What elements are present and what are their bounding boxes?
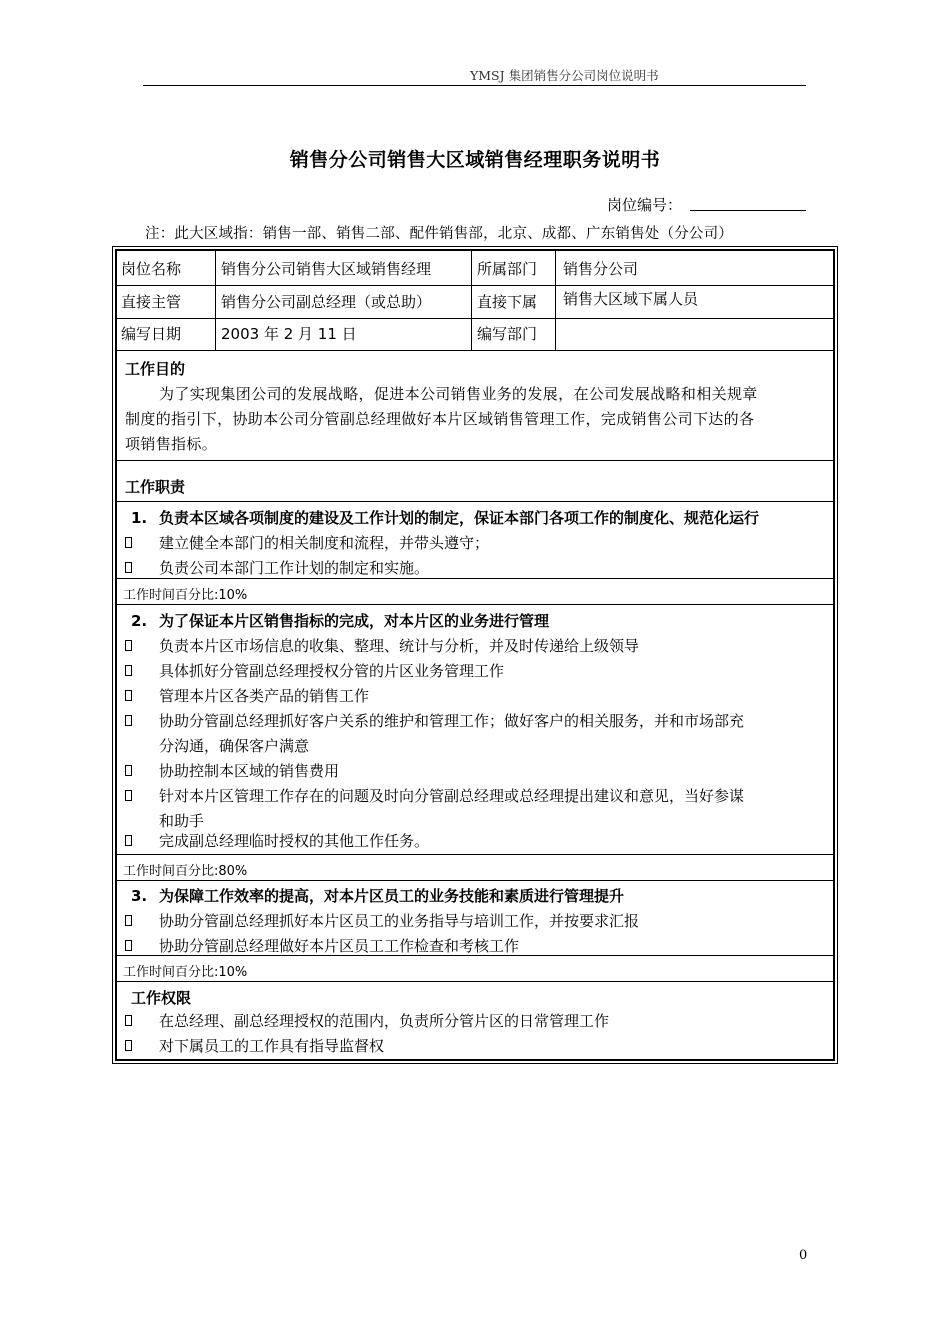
- bullet-box-icon: [125, 537, 132, 548]
- duty-item-continued: 和助手: [159, 812, 205, 830]
- running-header: YMSJ 集团销售分公司岗位说明书: [470, 68, 659, 83]
- subordinate-value: 销售大区域下属人员: [563, 290, 699, 308]
- date-label: 编写日期: [121, 325, 182, 343]
- table-inner: [115, 249, 835, 1061]
- duty-item: 协助分管副总经理抓好客户关系的维护和管理工作；做好客户的相关服务，并和市场部充: [159, 712, 745, 730]
- purpose-line: 制度的指引下，协助本公司分管副总经理做好本片区域销售管理工作，完成销售公司下达的各: [125, 410, 755, 428]
- duty-number: 2.: [131, 612, 148, 630]
- authority-item: 对下属员工的工作具有指导监督权: [159, 1037, 385, 1055]
- row-divider: [117, 285, 833, 286]
- job-description-table: [112, 246, 838, 1064]
- dept-label: 所属部门: [477, 260, 538, 278]
- row-divider: [117, 501, 833, 502]
- purpose-heading: 工作目的: [125, 360, 186, 378]
- duty-item: 具体抓好分管副总经理授权分管的片区业务管理工作: [159, 662, 505, 680]
- row-divider: [117, 854, 833, 855]
- dept-value: 销售分公司: [563, 260, 639, 278]
- col-divider: [215, 251, 216, 350]
- document-title: 销售分公司销售大区域销售经理职务说明书: [289, 149, 661, 171]
- bullet-box-icon: [125, 715, 132, 726]
- post-number-blank[interactable]: [690, 210, 806, 211]
- bullet-box-icon: [125, 835, 132, 846]
- supervisor-value: 销售分公司副总经理（或总助）: [221, 293, 432, 311]
- duty-title: 为了保证本片区销售指标的完成，对本片区的业务进行管理: [159, 612, 550, 630]
- duty-item: 完成副总经理临时授权的其他工作任务。: [159, 832, 430, 850]
- bullet-box-icon: [125, 790, 132, 801]
- duty-number: 1.: [131, 509, 148, 527]
- authority-heading: 工作权限: [131, 989, 192, 1007]
- authority-item: 在总经理、副总经理授权的范围内，负责所分管片区的日常管理工作: [159, 1012, 610, 1030]
- duty-item: 建立健全本部门的相关制度和流程，并带头遵守；: [159, 534, 490, 552]
- date-value: 2003 年 2 月 11 日: [221, 325, 357, 343]
- time-percent: 工作时间百分比:80%: [123, 864, 248, 879]
- region-note: 注：此大区域指：销售一部、销售二部、配件销售部，北京、成都、广东销售处（分公司）: [145, 226, 733, 242]
- time-percent: 工作时间百分比:10%: [123, 588, 248, 603]
- row-divider: [117, 981, 833, 982]
- bullet-box-icon: [125, 1040, 132, 1051]
- post-number-label: 岗位编号：: [607, 196, 683, 214]
- row-divider: [117, 318, 833, 319]
- time-percent: 工作时间百分比:10%: [123, 965, 248, 980]
- purpose-line: 为了实现集团公司的发展战略，促进本公司销售业务的发展，在公司发展战略和相关规章: [159, 385, 758, 403]
- bullet-box-icon: [125, 940, 132, 951]
- purpose-line: 项销售指标。: [125, 435, 218, 453]
- row-divider: [117, 604, 833, 605]
- duty-item: 协助分管副总经理抓好本片区员工的业务指导与培训工作，并按要求汇报: [159, 912, 640, 930]
- writer-dept-label: 编写部门: [477, 325, 538, 343]
- bullet-box-icon: [125, 562, 132, 573]
- duty-title: 为保障工作效率的提高，对本片区员工的业务技能和素质进行管理提升: [159, 887, 625, 905]
- page-number: 0: [799, 1248, 808, 1263]
- header-rule: [143, 85, 806, 86]
- subordinate-label: 直接下属: [477, 293, 538, 311]
- duty-item-continued: 分沟通，确保客户满意: [159, 737, 310, 755]
- duties-heading: 工作职责: [125, 478, 186, 496]
- post-name-value: 销售分公司销售大区域销售经理: [221, 260, 432, 278]
- row-divider: [117, 460, 833, 461]
- bullet-box-icon: [125, 665, 132, 676]
- bullet-box-icon: [125, 915, 132, 926]
- duty-title: 负责本区域各项制度的建设及工作计划的制定，保证本部门各项工作的制度化、规范化运行: [159, 509, 760, 527]
- bullet-box-icon: [125, 640, 132, 651]
- duty-item: 针对本片区管理工作存在的问题及时向分管副总经理或总经理提出建议和意见，当好参谋: [159, 787, 745, 805]
- duty-item: 管理本片区各类产品的销售工作: [159, 687, 370, 705]
- duty-item: 协助控制本区域的销售费用: [159, 762, 340, 780]
- duty-item: 协助分管副总经理做好本片区员工工作检查和考核工作: [159, 937, 520, 955]
- duty-item: 负责公司本部门工作计划的制定和实施。: [159, 559, 430, 577]
- row-divider: [117, 955, 833, 956]
- row-divider: [117, 350, 833, 351]
- duty-item: 负责本片区市场信息的收集、整理、统计与分析，并及时传递给上级领导: [159, 637, 640, 655]
- col-divider: [555, 251, 556, 350]
- row-divider: [117, 578, 833, 579]
- supervisor-label: 直接主管: [121, 293, 182, 311]
- bullet-box-icon: [125, 1015, 132, 1026]
- bullet-box-icon: [125, 690, 132, 701]
- duty-number: 3.: [131, 887, 148, 905]
- post-name-label: 岗位名称: [121, 260, 182, 278]
- bullet-box-icon: [125, 765, 132, 776]
- col-divider: [471, 251, 472, 350]
- row-divider: [117, 880, 833, 881]
